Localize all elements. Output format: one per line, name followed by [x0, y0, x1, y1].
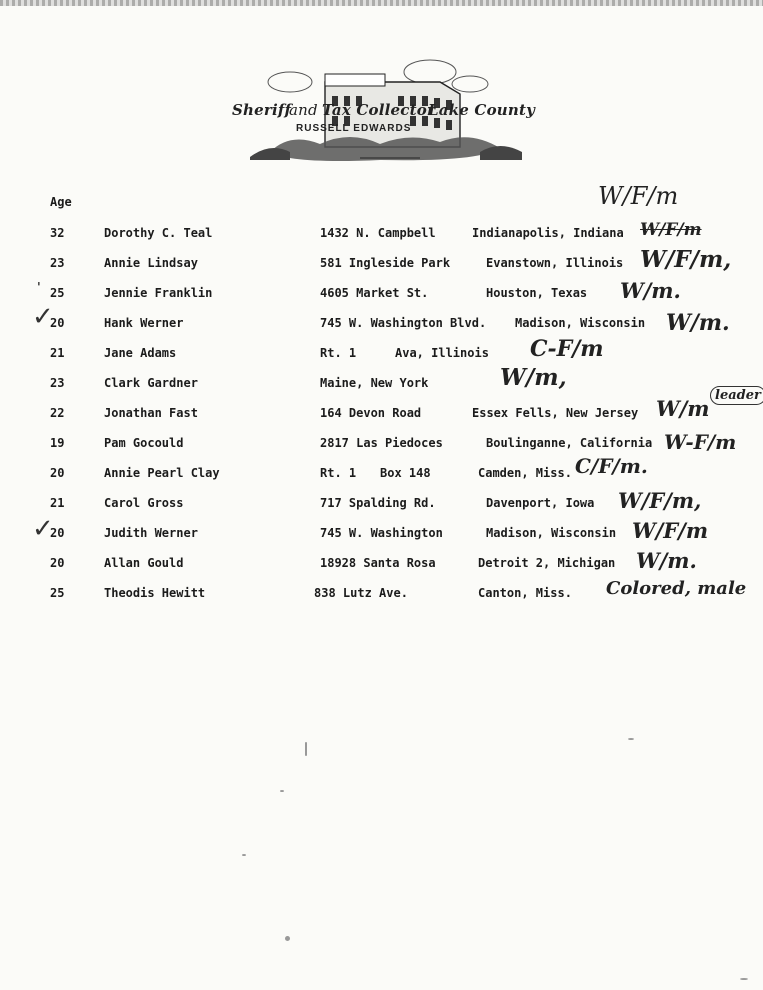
letterhead-sheriff-name: RUSSELL EDWARDS	[296, 123, 412, 134]
scan-speck	[285, 936, 290, 941]
name-cell: Clark Gardner	[104, 376, 198, 390]
age-cell: 20	[50, 556, 65, 570]
street-cell: 4605 Market St.	[320, 286, 429, 300]
handwritten-note: W/m	[656, 396, 710, 421]
tick-mark: '	[37, 280, 41, 294]
handwritten-note: W/F/m,	[618, 488, 702, 513]
handwritten-note: W/m.	[666, 310, 730, 336]
handwritten-note: C-F/m	[530, 336, 604, 362]
handwritten-note: Colored, male	[606, 578, 747, 599]
street-cell: 745 W. Washington	[320, 526, 443, 540]
table-row	[0, 246, 763, 276]
age-cell: 32	[50, 226, 65, 240]
name-cell: Allan Gould	[104, 556, 184, 570]
table-row	[0, 388, 763, 426]
age-cell: 20	[50, 526, 65, 540]
table-row	[0, 364, 763, 396]
table-row	[0, 578, 763, 606]
city-cell: Detroit 2, Michigan	[478, 556, 616, 570]
handwritten-note: W/F/m	[632, 518, 709, 543]
handwritten-note: W/m.	[620, 278, 681, 303]
handwritten-circled-note: leader	[710, 386, 763, 405]
street-cell: Maine, New York	[320, 376, 429, 390]
letterhead-word-tax-collector: Tax Collector	[322, 101, 436, 119]
letterhead-word-sheriff: Sheriff	[232, 101, 292, 119]
name-cell: Jonathan Fast	[104, 406, 198, 420]
name-cell: Carol Gross	[104, 496, 184, 510]
table-row	[0, 336, 763, 366]
street-cell: 164 Devon Road	[320, 406, 422, 420]
age-cell: 22	[50, 406, 65, 420]
street-cell: 1432 N. Campbell	[320, 226, 436, 240]
name-cell: Dorothy C. Teal	[104, 226, 213, 240]
scan-speck	[242, 854, 246, 856]
age-column-header: Age	[50, 195, 72, 209]
city-cell: Camden, Miss.	[478, 466, 572, 480]
city-cell: Evanstown, Illinois	[486, 256, 624, 270]
table-row	[0, 430, 763, 456]
city-cell: Houston, Texas	[486, 286, 588, 300]
age-cell: 23	[50, 376, 65, 390]
age-cell: 19	[50, 436, 65, 450]
name-cell: Annie Lindsay	[104, 256, 198, 270]
street-cell: 2817 Las Piedoces	[320, 436, 443, 450]
handwritten-note: W-F/m	[664, 430, 737, 454]
street-cell: 717 Spalding Rd.	[320, 496, 436, 510]
street-cell: 581 Ingleside Park	[320, 256, 451, 270]
scan-speck	[305, 742, 307, 756]
street-cell: 18928 Santa Rosa	[320, 556, 436, 570]
name-cell: Pam Gocould	[104, 436, 184, 450]
city-cell: Madison, Wisconsin	[486, 526, 617, 540]
handwritten-note: W/m,	[500, 364, 567, 391]
table-row	[0, 548, 763, 576]
name-cell: Theodis Hewitt	[104, 586, 206, 600]
age-cell: 21	[50, 346, 65, 360]
handwritten-note: C/F/m.	[575, 454, 648, 478]
city-cell: Boulinganne, California	[486, 436, 653, 450]
name-cell: Hank Werner	[104, 316, 184, 330]
city-cell: Davenport, Iowa	[486, 496, 595, 510]
street-cell: Rt. 1	[320, 346, 357, 360]
table-row	[0, 488, 763, 516]
handwritten-note-top: W/F/m	[598, 182, 679, 210]
handwritten-note: W/F/m,	[640, 246, 732, 273]
age-cell: 21	[50, 496, 65, 510]
city-cell: Madison, Wisconsin	[515, 316, 646, 330]
street-cell: 745 W. Washington Blvd.	[320, 316, 487, 330]
table-row	[0, 454, 763, 486]
city-cell: Essex Fells, New Jersey	[472, 406, 639, 420]
checkmark-icon: ✓	[32, 514, 54, 544]
letterhead-word-and: and	[289, 101, 318, 119]
name-cell: Jennie Franklin	[104, 286, 213, 300]
checkmark-icon: ✓	[32, 302, 54, 332]
age-cell: 25	[50, 586, 65, 600]
scan-speck	[740, 978, 748, 980]
letterhead-word-county: Lake County	[428, 101, 536, 119]
age-cell: 25	[50, 286, 65, 300]
street-cell: Rt. 1	[320, 466, 357, 480]
city-cell: Indianapolis, Indiana	[472, 226, 624, 240]
name-cell: Annie Pearl Clay	[104, 466, 220, 480]
table-row	[0, 278, 763, 306]
town-cell: Ava, Illinois	[395, 346, 489, 360]
table-row	[0, 220, 763, 246]
name-cell: Judith Werner	[104, 526, 198, 540]
handwritten-note: W/F/m	[640, 220, 702, 240]
scan-speck	[280, 790, 284, 792]
handwritten-note: W/m.	[636, 548, 697, 573]
name-cell: Jane Adams	[104, 346, 177, 360]
table-row	[0, 302, 763, 336]
age-cell: 20	[50, 316, 65, 330]
age-cell: 23	[50, 256, 65, 270]
age-cell: 20	[50, 466, 65, 480]
street-cell: 838 Lutz Ave.	[314, 586, 408, 600]
table-row	[0, 514, 763, 546]
box-cell: Box 148	[380, 466, 431, 480]
page-top-edge	[0, 0, 763, 6]
city-cell: Canton, Miss.	[478, 586, 572, 600]
scan-speck	[628, 738, 634, 740]
